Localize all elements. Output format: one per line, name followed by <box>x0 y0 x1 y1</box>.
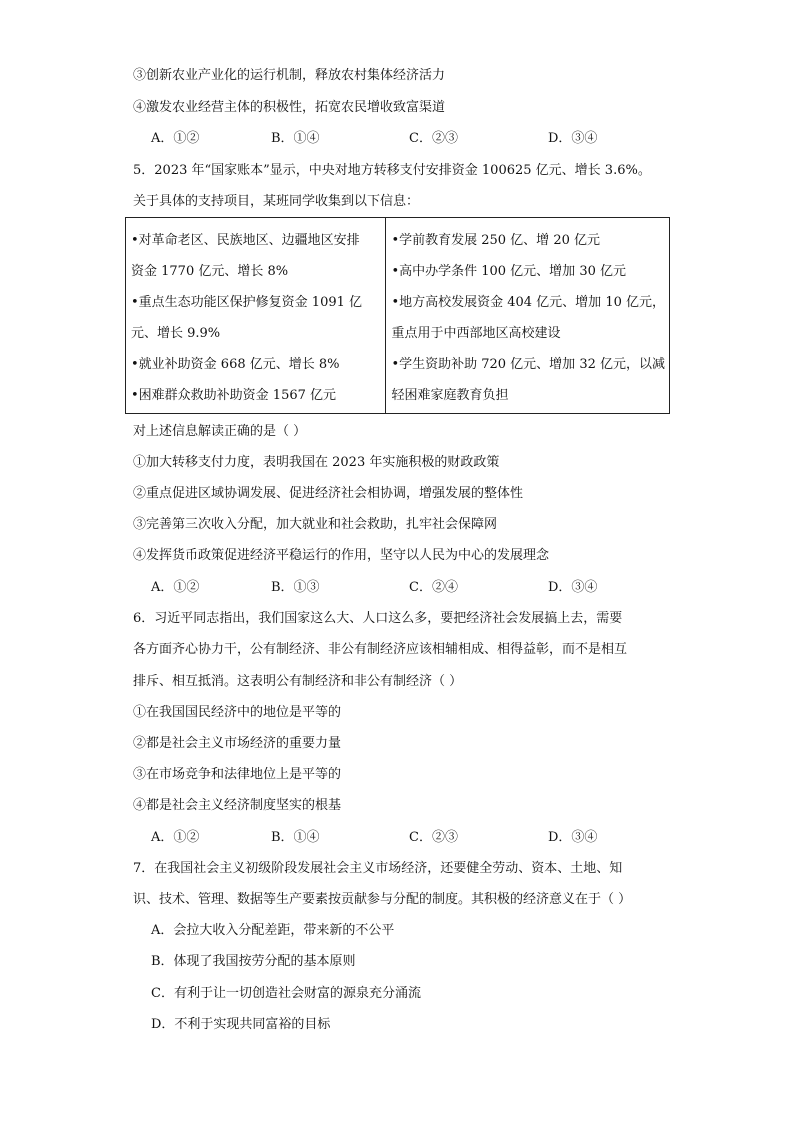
q6-stem-line-2: 各方面齐心协力干，公有制经济、非公有制经济应该相辅相成、相得益彰，而不是相互 <box>133 642 628 657</box>
q7-choice-b[interactable]: B．体现了我国按劳分配的基本原则 <box>151 954 356 969</box>
q5-option-b[interactable]: B．①③ <box>271 580 320 595</box>
q6-option-c[interactable]: C．②③ <box>409 830 458 845</box>
q5-left-line: •对革命老区、民族地区、边疆地区安排 <box>131 233 360 248</box>
q7-choice-a[interactable]: A．会拉大收入分配差距，带来新的不公平 <box>151 923 395 938</box>
q5-item-4: ④发挥货币政策促进经济平稳运行的作用，坚守以人民为中心的发展理念 <box>133 548 550 563</box>
q5-item-1: ①加大转移支付力度，表明我国在 2023 年实施积极的财政政策 <box>133 455 500 470</box>
q6-item-3: ③在市场竞争和法律地位上是平等的 <box>133 767 342 782</box>
q5-stem-line-2: 关于具体的支持项目，某班同学收集到以下信息： <box>133 194 420 209</box>
q5-option-a[interactable]: A．①② <box>151 580 200 595</box>
q6-option-d[interactable]: D．③④ <box>548 830 598 845</box>
q4-option-c[interactable]: C．②③ <box>409 131 458 146</box>
q4-item-3: ③创新农业产业化的运行机制，释放农村集体经济活力 <box>133 68 446 83</box>
q5-table-left-cell <box>126 218 386 414</box>
q5-table-right-cell <box>386 218 670 414</box>
q5-option-c[interactable]: C．②④ <box>409 580 458 595</box>
q5-right-line: •高中办学条件 100 亿元、增加 30 亿元 <box>391 264 626 279</box>
q4-option-a[interactable]: A．①② <box>151 131 200 146</box>
q5-left-line: •困难群众救助补助资金 1567 亿元 <box>131 388 337 403</box>
q5-option-d[interactable]: D．③④ <box>548 580 598 595</box>
q7-stem-line-2: 识、技术、管理、数据等生产要素按贡献参与分配的制度。其积极的经济意义在于（ ） <box>133 892 632 907</box>
q7-choice-c[interactable]: C．有利于让一切创造社会财富的源泉充分涌流 <box>151 986 421 1001</box>
q5-item-2: ②重点促进区域协调发展、促进经济社会相协调，增强发展的整体性 <box>133 486 524 501</box>
q6-stem-line-1: 6．习近平同志指出，我们国家这么大、人口这么多，要把经济社会发展搞上去，需要 <box>133 611 623 626</box>
q7-choice-d[interactable]: D．不利于实现共同富裕的目标 <box>151 1017 331 1032</box>
q7-stem-line-1: 7．在我国社会主义初级阶段发展社会主义市场经济，还要健全劳动、资本、土地、知 <box>133 861 623 876</box>
q5-question: 对上述信息解读正确的是（ ） <box>133 424 307 439</box>
q5-stem-line-1: 5．2023 年“国家账本”显示，中央对地方转移支付安排资金 100625 亿元、增长 3.6%。 <box>133 163 651 178</box>
q5-left-line: •重点生态功能区保护修复资金 1091 亿 <box>131 295 363 310</box>
q6-option-a[interactable]: A．①② <box>151 830 200 845</box>
q6-item-2: ②都是社会主义市场经济的重要力量 <box>133 736 342 751</box>
q5-left-line: 资金 1770 亿元、增长 8% <box>131 264 289 279</box>
q6-option-b[interactable]: B．①④ <box>271 830 320 845</box>
q5-left-line: 元、增长 9.9% <box>131 326 221 341</box>
q5-right-line: •地方高校发展资金 404 亿元、增加 10 亿元， <box>391 295 665 310</box>
q4-option-b[interactable]: B．①④ <box>271 131 320 146</box>
q5-left-line: •就业补助资金 668 亿元、增长 8% <box>131 357 340 372</box>
q4-option-d[interactable]: D．③④ <box>548 131 598 146</box>
q6-item-4: ④都是社会主义经济制度坚实的根基 <box>133 798 342 813</box>
q5-right-line: 重点用于中西部地区高校建设 <box>391 326 561 341</box>
q6-item-1: ①在我国国民经济中的地位是平等的 <box>133 705 342 720</box>
q5-info-table <box>125 217 670 414</box>
q5-right-line: •学前教育发展 250 亿、增 20 亿元 <box>391 233 600 248</box>
q5-right-line: 轻困难家庭教育负担 <box>391 388 509 403</box>
q5-right-line: •学生资助补助 720 亿元、增加 32 亿元，以减 <box>391 357 665 372</box>
q5-item-3: ③完善第三次收入分配，加大就业和社会救助，扎牢社会保障网 <box>133 517 498 532</box>
q6-stem-line-3: 排斥、相互抵消。这表明公有制经济和非公有制经济（ ） <box>133 674 463 689</box>
q4-item-4: ④激发农业经营主体的积极性，拓宽农民增收致富渠道 <box>133 100 446 115</box>
